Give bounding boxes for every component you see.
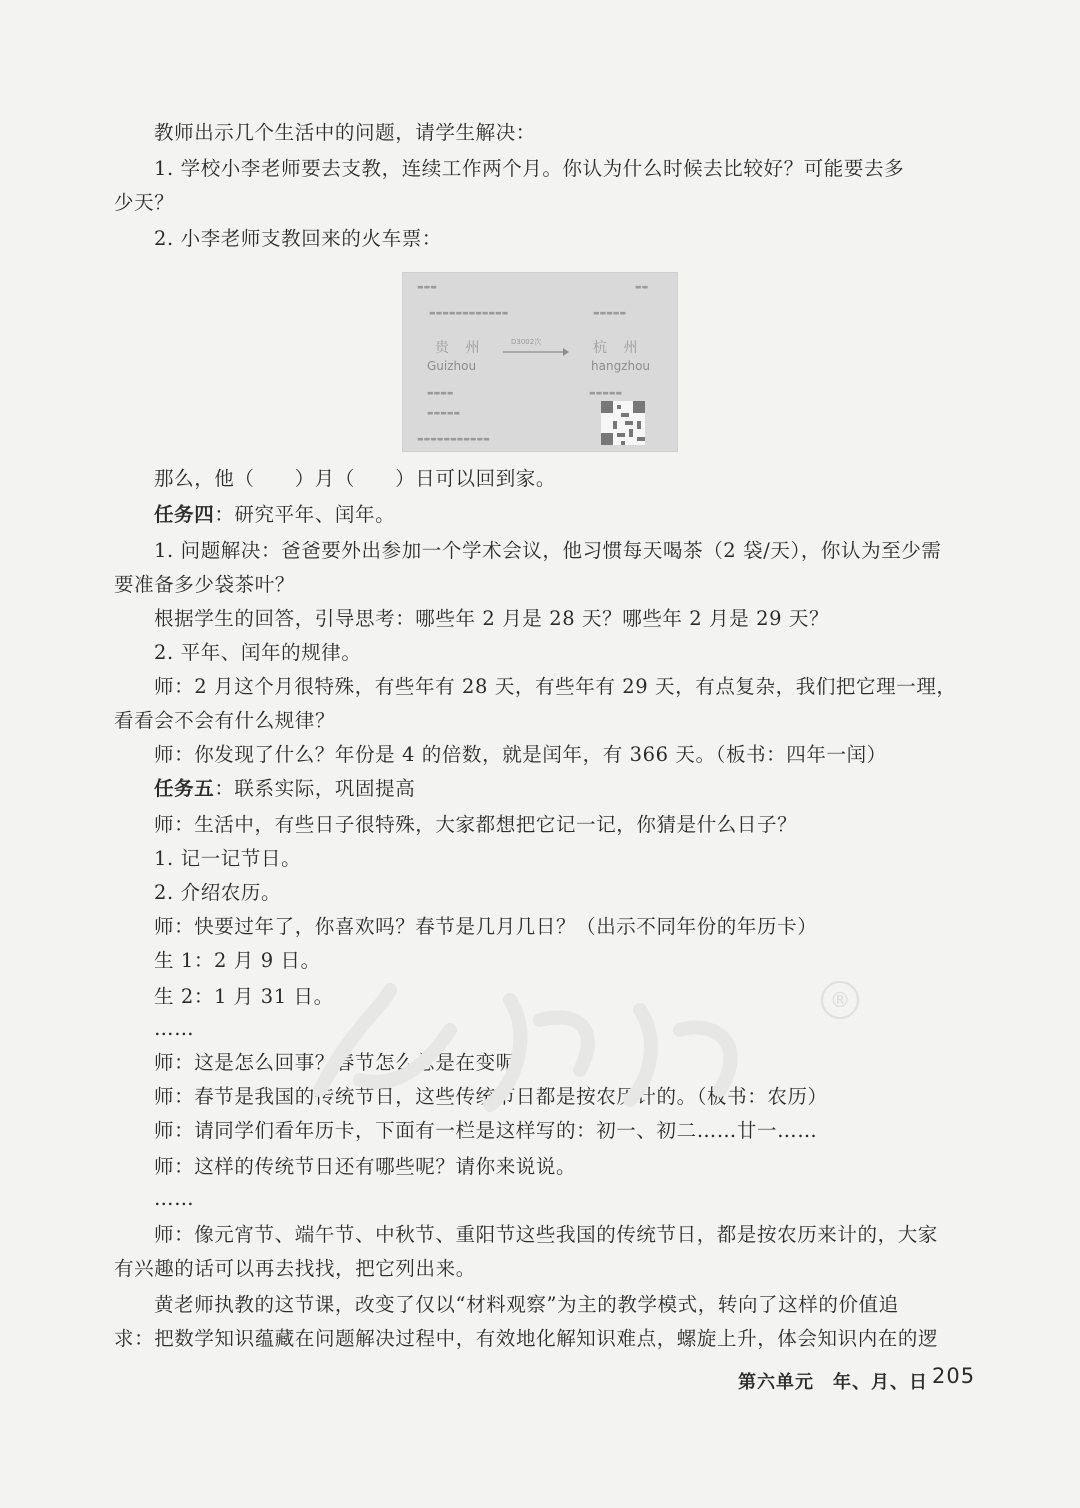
registered-mark: ®: [830, 988, 850, 1012]
task-5-label: 任务五: [154, 777, 215, 800]
teacher-traditional-line-2: 有兴趣的话可以再去找找，把它列出来。: [114, 1257, 476, 1280]
record-festivals: 1. 记一记节日。: [154, 847, 302, 870]
task-5-text: ：联系实际，巩固提高: [214, 777, 416, 800]
introduce-lunar: 2. 介绍农历。: [154, 881, 282, 904]
teacher-why-change: 师：这是怎么回事？春节怎么总是在变呢？: [154, 1051, 536, 1074]
task-4-heading: [154, 502, 395, 528]
teacher-traditional-line-1: 师：像元宵节、端午节、中秋节、重阳节这些我国的传统节日，都是按农历来计的，大家: [154, 1223, 938, 1246]
teacher-calendar-card: 师：请同学们看年历卡，下面有一栏是这样写的：初一、初二……廿一……: [154, 1119, 818, 1142]
student-1-answer: 生 1：2 月 9 日。: [154, 949, 321, 972]
problem-1-line-1: 1. 问题解决：爸爸要外出参加一个学术会议，他习惯每天喝茶（2 袋/天），你认为至少需: [154, 539, 942, 562]
question-2: 2. 小李老师支教回来的火车票：: [154, 227, 442, 250]
ellipsis-1: ……: [154, 1017, 195, 1040]
teacher-lunar-calendar: 师：春节是我国的传统节日，这些传统节日都是按农历计的。（板书：农历）: [154, 1085, 828, 1108]
train-ticket-image: ▬▬▬ ▬▬ ▬▬▬▬▬▬▬▬▬▬▬▬ ▬▬▬▬▬ 贵 州 Guizhou D3002次 杭 州 hangzhou ▬▬▬▬ ▬▬▬▬▬ ▬▬▬▬▬ ▬▬▬▬▬▬▬▬▬▬▬: [402, 272, 678, 452]
leap-year-rule: 2. 平年、闰年的规律。: [154, 641, 362, 664]
ticket-train-number: D3002次: [511, 338, 542, 346]
footer-unit-title: 第六单元 年、月、日: [738, 1372, 928, 1393]
ticket-from-city: 贵 州: [435, 340, 486, 356]
qr-code-icon: [601, 401, 645, 445]
page-number: 205: [932, 1364, 976, 1388]
teacher-spring-festival: 师：快要过年了，你喜欢吗？春节是几月几日？（出示不同年份的年历卡）: [154, 915, 818, 938]
question-1-line-1: 1. 学校小李老师要去支教，连续工作两个月。你认为什么时候去比较好？可能要去多: [154, 157, 905, 180]
arrow-right-icon: [503, 347, 569, 357]
teacher-feb-line-2: 看看会不会有什么规律？: [114, 709, 336, 732]
summary-line-1: 黄老师执教的这节课，改变了仅以“材料观察”为主的教学模式，转向了这样的价值追: [154, 1293, 899, 1316]
ticket-from-pinyin: Guizhou: [427, 359, 477, 373]
ellipsis-2: ……: [154, 1187, 195, 1210]
teacher-discovery: 师：你发现了什么？年份是 4 的倍数，就是闰年，有 366 天。（板书：四年一闰）: [154, 743, 887, 766]
ticket-to-city: 杭 州: [593, 340, 644, 356]
teacher-feb-line-1: 师：2 月这个月很特殊，有些年有 28 天，有些年有 29 天，有点复杂，我们把它理一理，: [154, 675, 957, 698]
ticket-to-pinyin: hangzhou: [591, 359, 651, 373]
guide-thinking: 根据学生的回答，引导思考：哪些年 2 月是 28 天？哪些年 2 月是 29 天？: [154, 607, 830, 630]
task-4-label: 任务四: [154, 503, 215, 526]
task-5-heading: [154, 776, 415, 802]
task-4-text: ：研究平年、闰年。: [214, 503, 396, 526]
question-2-answer: 那么，他（ ）月（ ）日可以回到家。: [154, 467, 557, 490]
question-1-line-2: 少天？: [114, 191, 175, 214]
problem-1-line-2: 要准备多少袋茶叶？: [114, 573, 295, 596]
summary-line-2: 求：把数学知识蕴藏在问题解决过程中，有效地化解知识难点，螺旋上升，体会知识内在的逻: [114, 1327, 939, 1350]
teacher-other-festivals: 师：这样的传统节日还有哪些呢？请你来说说。: [154, 1155, 577, 1178]
teacher-special-days: 师：生活中，有些日子很特殊，大家都想把它记一记，你猜是什么日子？: [154, 813, 798, 836]
student-2-answer: 生 2：1 月 31 日。: [154, 985, 334, 1008]
paragraph-intro: 教师出示几个生活中的问题，请学生解决：: [154, 121, 536, 144]
page-footer: [738, 1368, 928, 1394]
